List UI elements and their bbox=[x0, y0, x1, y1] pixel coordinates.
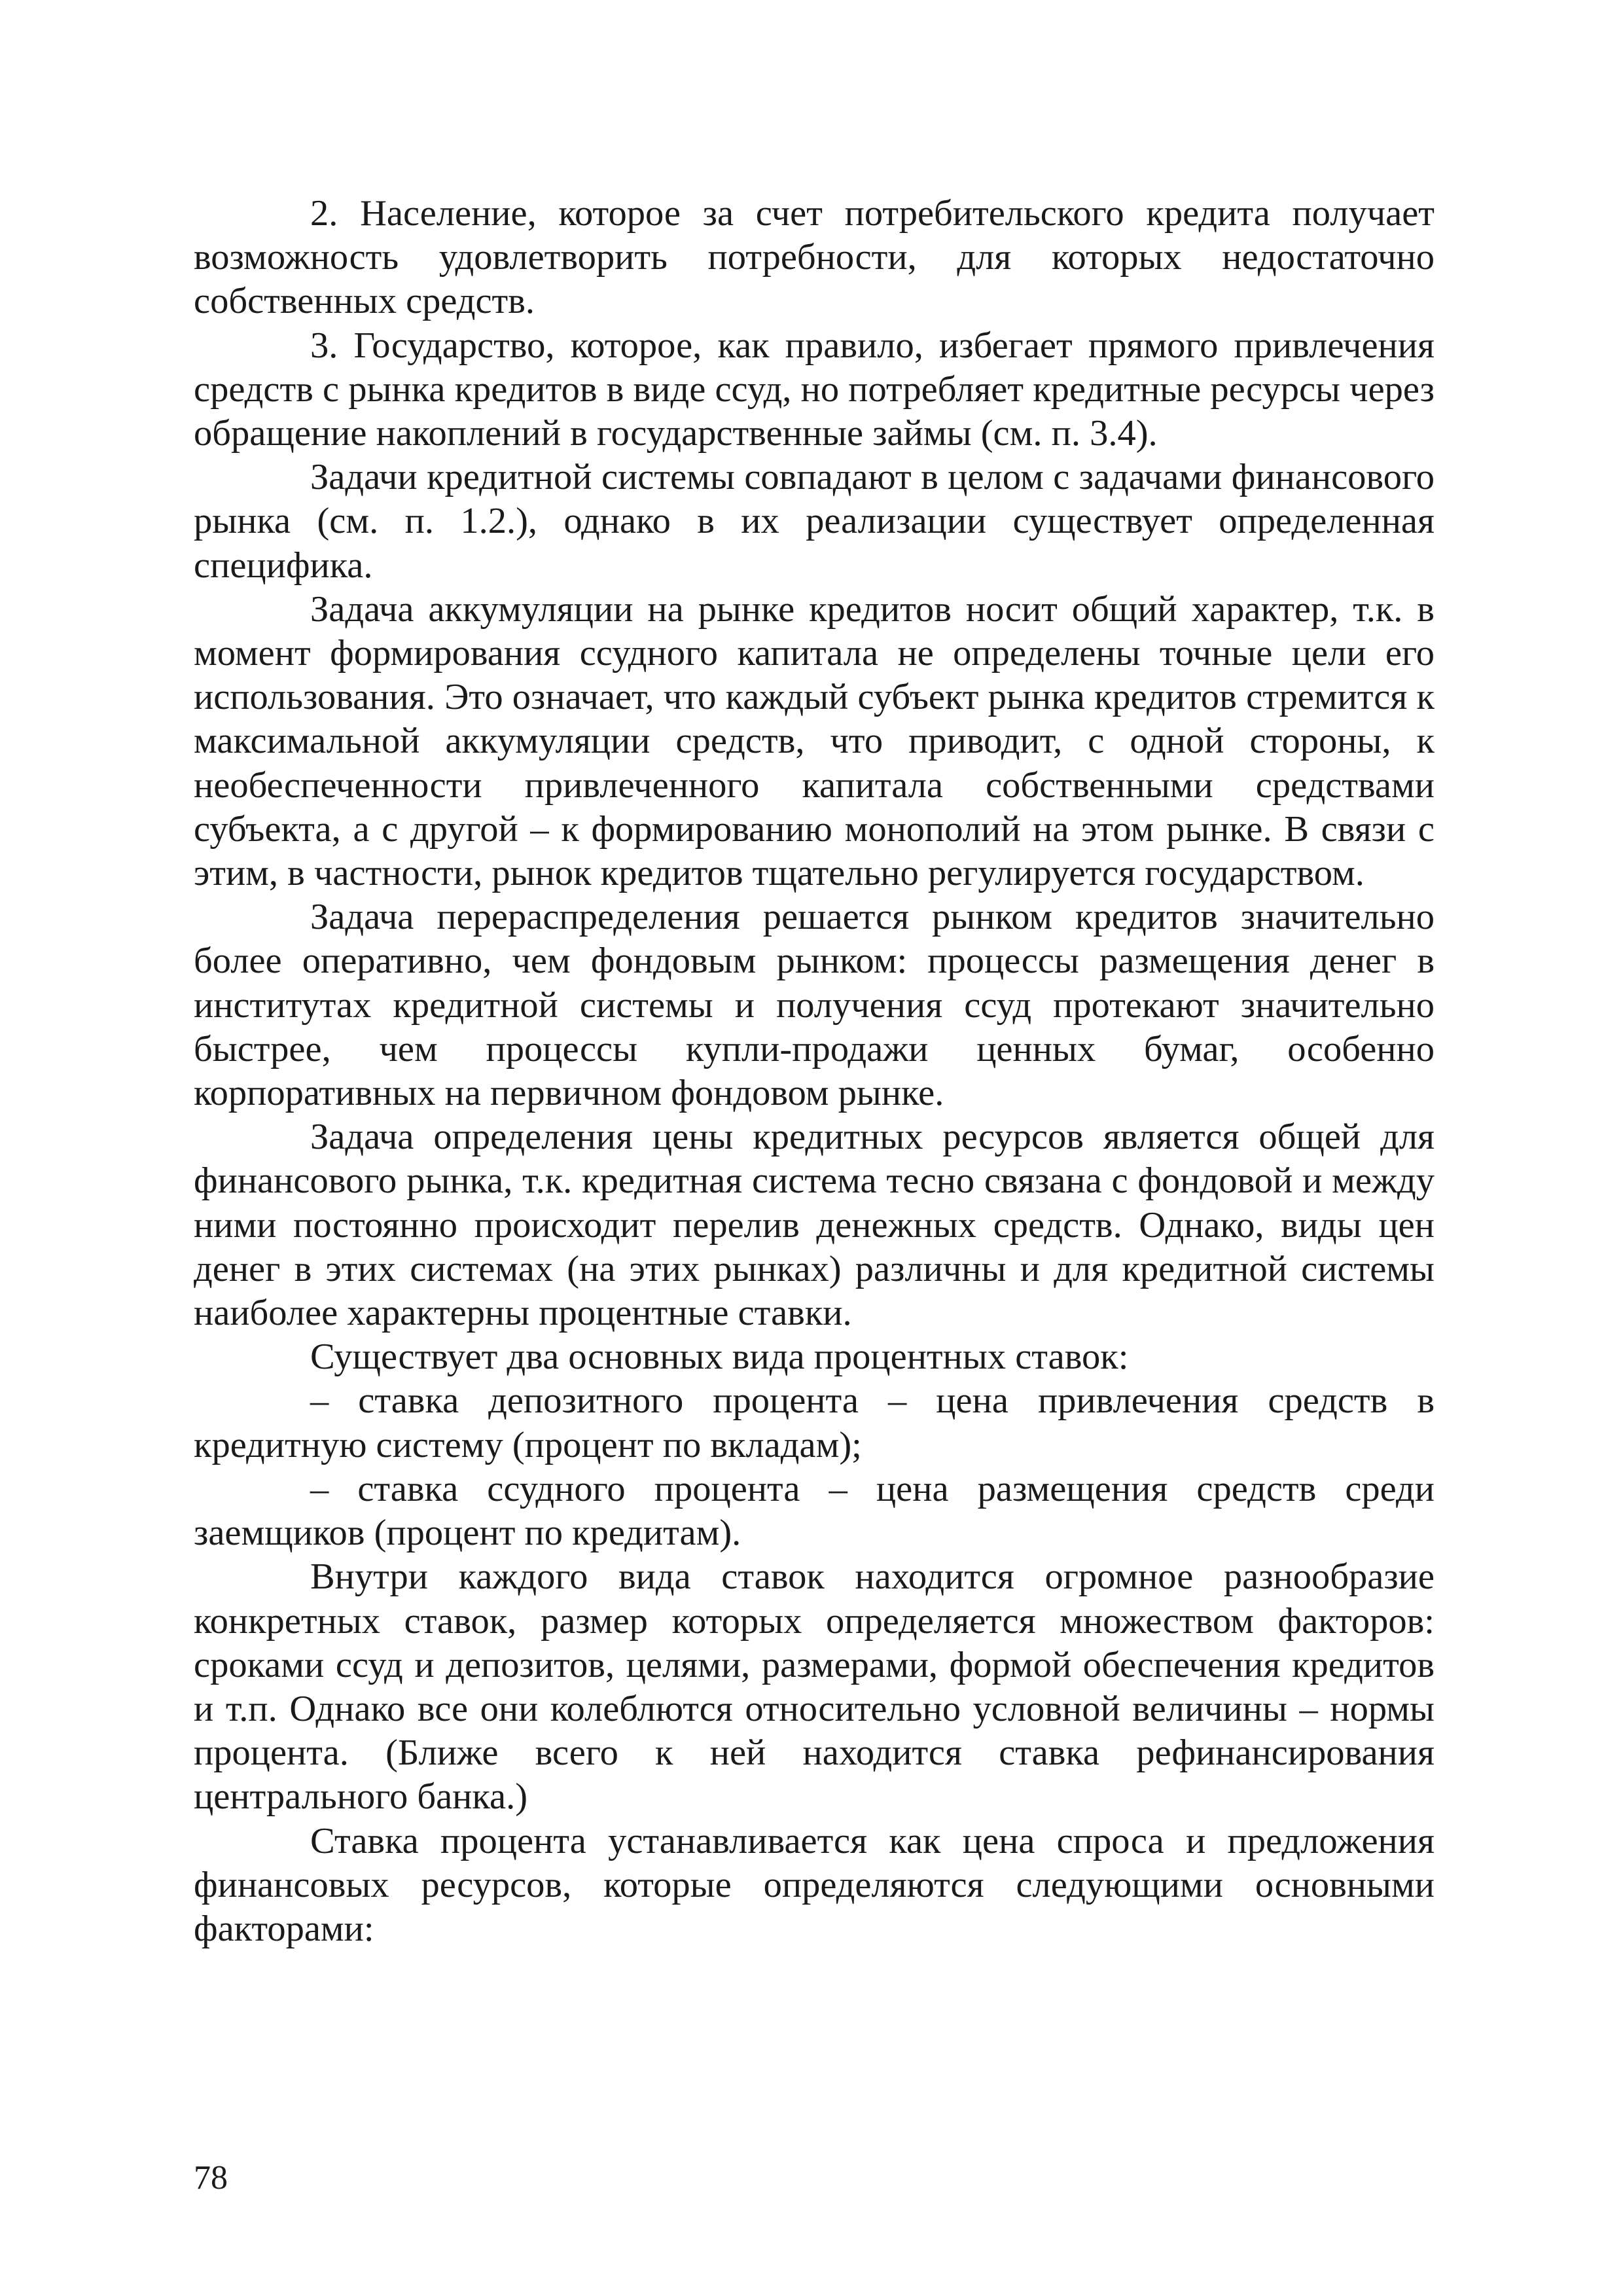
paragraph-state: 3. Государство, которое, как правило, избегает прямого привлечения средств с рынка кредитов в виде ссуд, но потребляет кредитные ресурсы через обращение накоплений в государственные займы (см. п. 3.4). bbox=[194, 325, 1435, 454]
body-text bbox=[194, 192, 1435, 1951]
paragraph-rate-factors: Ставка процента устанавливается как цена спроса и предложения финансовых ресурсов, которые определяются следующими основными факторами: bbox=[194, 1820, 1435, 1949]
paragraph-rate-types-intro: Существует два основных вида процентных ставок: bbox=[310, 1336, 1129, 1378]
paragraph-redistribution-task: Задача перераспределения решается рынком кредитов значительно более оперативно, чем фондовым рынком: процессы размещения денег в институтах кредитной системы и получения ссуд протекают значительно быстрее, чем процессы купли-продажи ценных бумаг, особенно корпоративных на первичном фондовом рынке. bbox=[194, 897, 1435, 1114]
paragraph-rate-diversity: Внутри каждого вида ставок находится огромное разнообразие конкретных ставок, размер которых определяется множеством факторов: сроками ссуд и депозитов, целями, размерами, формой обеспечения кредитов и т.п. Однако все они колеблются относительно условной величины – нормы процента. (Ближе всего к ней находится ставка рефинансирования центрального банка.) bbox=[194, 1556, 1435, 1818]
list-item-deposit-rate: – ставка депозитного процента – цена привлечения средств в кредитную систему (процент по вкладам); bbox=[194, 1380, 1435, 1465]
list-item-loan-rate: – ставка ссудного процента – цена размещения средств среди заемщиков (процент по кредитам). bbox=[194, 1468, 1435, 1554]
page-number: 78 bbox=[194, 2159, 228, 2197]
paragraph-accumulation-task: Задача аккумуляции на рынке кредитов носит общий характер, т.к. в момент формирования ссудного капитала не определены точные цели его использования. Это означает, что каждый субъект рынка кредитов стремится к максимальной аккумуляции средств, что приводит, с одной стороны, к необеспеченности привлеченного капитала собственными средствами субъекта, а с другой – к формированию монополий на этом рынке. В связи с этим, в частности, рынок кредитов тщательно регулируется государством. bbox=[194, 588, 1435, 894]
paragraph-population: 2. Население, которое за счет потребительского кредита получает возможность удовлетворить потребности, для которых недостаточно собственных средств. bbox=[194, 193, 1435, 322]
paragraph-pricing-task: Задача определения цены кредитных ресурсов является общей для финансового рынка, т.к. кредитная система тесно связана с фондовой и между ними постоянно происходит перелив денежных средств. Однако, виды цен денег в этих системах (на этих рынках) различны и для кредитной системы наиболее характерны процентные ставки. bbox=[194, 1117, 1435, 1334]
paragraph-credit-system-tasks: Задачи кредитной системы совпадают в целом с задачами финансового рынка (см. п. 1.2.), однако в их реализации существует определенная специфика. bbox=[194, 457, 1435, 586]
